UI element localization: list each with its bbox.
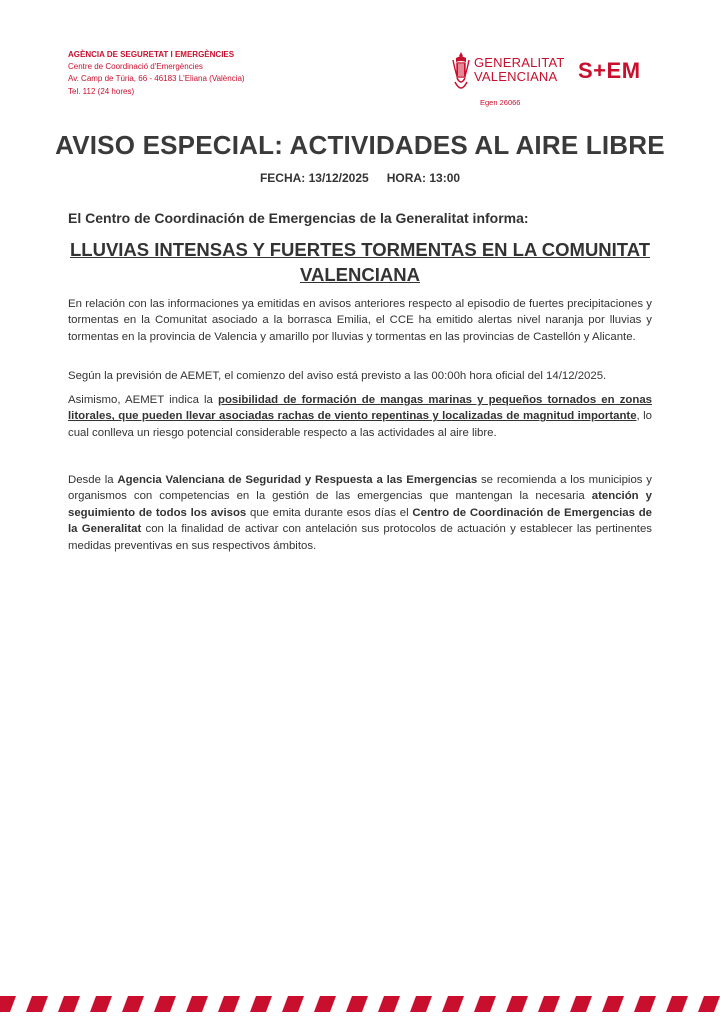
stripe-dash — [474, 996, 496, 1012]
stripe-dash — [442, 996, 464, 1012]
agency-address: Av. Camp de Túria, 66 - 46183 L'Eliana (València) — [68, 74, 245, 84]
p4-text-g: con la finalidad de activar con antelación sus protocolos de actuación y establecer las pertinentes medidas preventivas en sus respectivos ámbitos. — [68, 523, 653, 552]
stripe-dash — [634, 996, 656, 1012]
date-time-line — [0, 171, 720, 185]
p4-text-a: Desde la — [68, 474, 118, 486]
generalitat-logo — [452, 52, 565, 100]
stripe-dash — [90, 996, 112, 1012]
stripe-dash — [154, 996, 176, 1012]
agency-centre: Centre de Coordinació d'Emergències — [68, 62, 203, 72]
p4-text-c: se recomienda a los municipios y organismos con competencias en la gestión de las emergencias que mantengan la necesaria — [68, 474, 652, 503]
stripe-dash — [506, 996, 528, 1012]
stripe-dash — [26, 996, 48, 1012]
stripe-dash — [570, 996, 592, 1012]
paragraph-recommendation — [68, 472, 652, 554]
agency-phone: Tel. 112 (24 hores) — [68, 86, 135, 96]
inform-heading: El Centro de Coordinación de Emergencias de la Generalitat informa: — [68, 210, 529, 226]
hora: HORA: 13:00 — [386, 171, 461, 185]
stripe-dash — [250, 996, 272, 1012]
stripe-dash — [538, 996, 560, 1012]
paragraph-tornado-risk — [68, 392, 652, 441]
paragraph-forecast: Según la previsión de AEMET, el comienzo del aviso está previsto a las 00:00h hora oficial del 14/12/2025. — [68, 370, 607, 382]
stripe-dash — [282, 996, 304, 1012]
stripe-dash — [346, 996, 368, 1012]
stripe-dash — [698, 996, 720, 1012]
p3-highlight: posibilidad de formación de mangas marinas y pequeños tornados en zonas litorales, que pueden llevar asociadas rachas de viento repentinas y localizadas de magnitud importante — [68, 394, 652, 423]
generalitat-line2: VALENCIANA — [474, 69, 558, 84]
stripe-dash — [186, 996, 208, 1012]
page-title: AVISO ESPECIAL: ACTIVIDADES AL AIRE LIBRE — [55, 130, 665, 160]
p3-text-a: Asimismo, AEMET indica la — [68, 394, 218, 406]
stripe-dash — [410, 996, 432, 1012]
p4-agency-name: Agencia Valenciana de Seguridad y Respuesta a las Emergencias — [117, 474, 478, 486]
coat-of-arms-icon — [452, 52, 470, 94]
p4-attention: atención y seguimiento de todos los avisos — [68, 490, 652, 519]
generalitat-wordmark — [474, 56, 565, 84]
footer-stripe — [0, 996, 720, 1012]
stripe-dash — [378, 996, 400, 1012]
alert-headline: LLUVIAS INTENSAS Y FUERTES TORMENTAS EN LA COMUNITAT VALENCIANA — [69, 239, 651, 285]
p4-centre-name: Centro de Coordinación de Emergencias de la Generalitat — [68, 506, 652, 536]
p4-text-e: que emita durante esos días el — [246, 506, 413, 519]
stripe-dash — [666, 996, 688, 1012]
stripe-dash — [0, 996, 16, 1012]
stripe-dash — [314, 996, 336, 1012]
stripe-dash — [122, 996, 144, 1012]
fecha: FECHA: 13/12/2025 — [259, 171, 369, 185]
agency-name: AGÈNCIA DE SEGURETAT I EMERGÈNCIES — [68, 50, 235, 59]
sem-logo: S+EM — [578, 58, 641, 83]
stripe-dash — [602, 996, 624, 1012]
egen-code: Egen 26066 — [480, 98, 521, 107]
generalitat-line1: GENERALITAT — [474, 55, 565, 70]
paragraph-context: En relación con las informaciones ya emitidas en avisos anteriores respecto al episodio de fuertes precipitaciones y tormentas en la Comunitat asociado a la borrasca Emilia, el CCE ha emitido alertas nivel naranja por lluvias y tormentas en la provincia de Valencia y amarillo por lluvias y tormentas en las provincias de Castellón y Alicante. — [68, 298, 652, 343]
stripe-dash — [218, 996, 240, 1012]
agency-address-block — [68, 49, 245, 98]
p3-text-c: , lo cual conlleva un riesgo potencial considerable respecto a las actividades al aire libre. — [68, 410, 652, 439]
stripe-dash — [58, 996, 80, 1012]
